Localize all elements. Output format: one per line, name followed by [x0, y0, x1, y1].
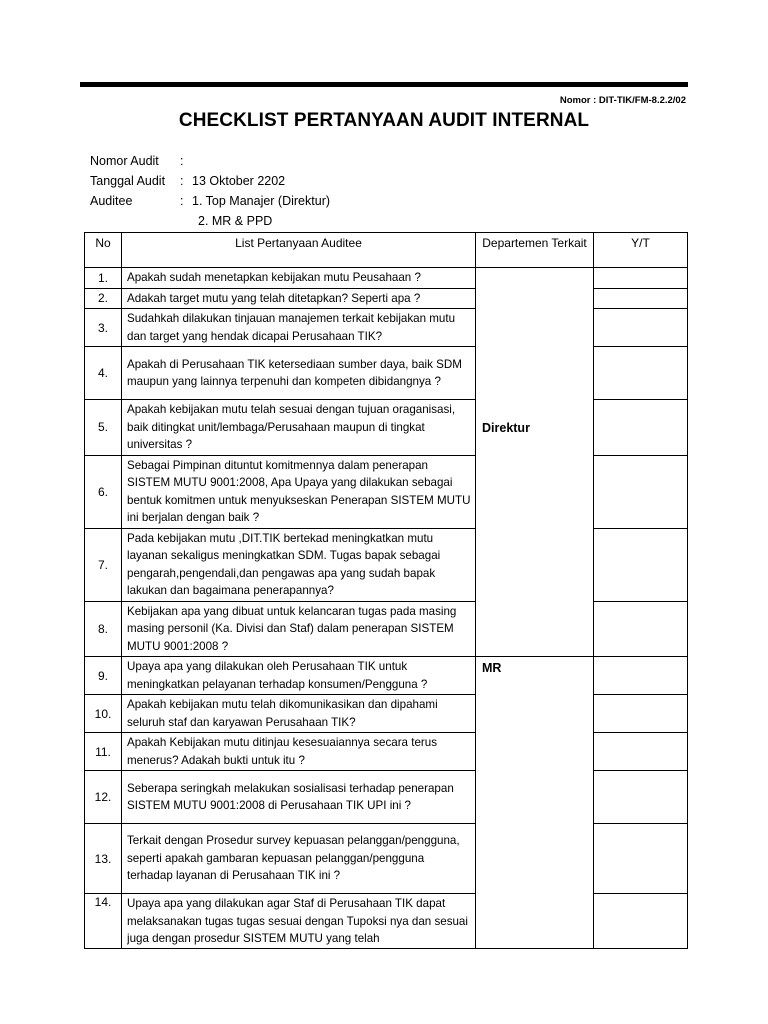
row-number: 13.: [85, 824, 122, 894]
question-text: Sudahkah dilakukan tinjauan manajemen terkait kebijakan mutu dan target yang hendak dicapai Perusahaan TIK?: [122, 309, 476, 347]
yt-cell[interactable]: [594, 528, 688, 601]
department-cell: [476, 268, 594, 657]
table-row: [85, 771, 688, 824]
header-no: No: [85, 233, 122, 268]
row-number: 1.: [85, 268, 122, 289]
info-row-auditee: [90, 191, 330, 211]
row-number: 2.: [85, 288, 122, 309]
row-number: 4.: [85, 347, 122, 400]
table-row: [85, 288, 688, 309]
table-row: [85, 455, 688, 528]
question-cell: [122, 894, 476, 949]
header-yt: Y/T: [594, 233, 688, 268]
row-number: 5.: [85, 400, 122, 456]
row-number: 9.: [85, 657, 122, 695]
header-department: Departemen Terkait: [476, 233, 594, 268]
header-question: List Pertanyaan Auditee: [122, 233, 476, 268]
row-number: 6.: [85, 455, 122, 528]
tanggal-audit-label: Tanggal Audit: [90, 174, 166, 188]
question-text: Pada kebijakan mutu ,DIT.TIK bertekad meningkatkan mutu layanan sekaligus meningkatkan SDM. Tugas bapak sebagai pengarah,pengendali,dan pengawas apa yang sudah bapak lakukan dan bagaimana penerapannya?: [122, 528, 476, 601]
table-row: [85, 347, 688, 400]
department-mr: MR: [482, 661, 502, 675]
info-row-auditee-2: [90, 211, 330, 231]
info-row-nomor-audit: [90, 151, 330, 171]
row-number: 3.: [85, 309, 122, 347]
question-text: Upaya apa yang dilakukan agar Staf di Perusahaan TIK dapat melaksanakan tugas tugas sesuai dengan Tupoksi nya dan sesuai juga dengan prosedur SISTEM MUTU yang telah: [127, 897, 468, 945]
auditee-value-2: 2. MR & PPD: [198, 214, 273, 228]
yt-cell[interactable]: [594, 288, 688, 309]
table-header-row: [85, 233, 688, 268]
table-row: [85, 601, 688, 657]
yt-cell[interactable]: [594, 309, 688, 347]
row-number: 7.: [85, 528, 122, 601]
yt-cell[interactable]: [594, 400, 688, 456]
yt-cell[interactable]: [594, 657, 688, 695]
department-direktur: Direktur: [482, 421, 530, 435]
question-text: Adakah target mutu yang telah ditetapkan? Seperti apa ?: [122, 288, 476, 309]
row-number: 8.: [85, 601, 122, 657]
yt-cell[interactable]: [594, 347, 688, 400]
question-text: Apakah di Perusahaan TIK ketersediaan sumber daya, baik SDM maupun yang lainnya terpenuhi dan kompeten dibidangnya ?: [122, 347, 476, 400]
header-rule: [80, 82, 688, 87]
auditee-value-1: 1. Top Manajer (Direktur): [192, 194, 331, 208]
table-row: [85, 528, 688, 601]
question-text: Sebagai Pimpinan dituntut komitmennya dalam penerapan SISTEM MUTU 9001:2008, Apa Upaya yang dilakukan sebagai bentuk komitmen untuk menyukseskan Penerapan SISTEM MUTU ini berjalan dengan baik ?: [122, 455, 476, 528]
row-number: 10.: [85, 695, 122, 733]
yt-cell[interactable]: [594, 601, 688, 657]
table-row: [85, 824, 688, 894]
table-row: [85, 733, 688, 771]
colon: :: [180, 194, 184, 208]
row-number: 14.: [85, 894, 122, 949]
row-number: 11.: [85, 733, 122, 771]
yt-cell[interactable]: [594, 733, 688, 771]
table-row: [85, 695, 688, 733]
auditee-label: Auditee: [90, 194, 133, 208]
yt-cell[interactable]: [594, 771, 688, 824]
yt-cell[interactable]: [594, 268, 688, 289]
row-number: 12.: [85, 771, 122, 824]
audit-info: [90, 151, 330, 231]
yt-cell[interactable]: [594, 695, 688, 733]
tanggal-audit-value: 13 Oktober 2202: [192, 174, 286, 188]
checklist-table: [84, 232, 688, 949]
table-row: [85, 657, 688, 695]
yt-cell[interactable]: [594, 824, 688, 894]
question-text: Kebijakan apa yang dibuat untuk kelancaran tugas pada masing masing personil (Ka. Divisi dan Staf) dalam penerapan SISTEM MUTU 9001:2008 ?: [122, 601, 476, 657]
yt-cell[interactable]: [594, 455, 688, 528]
colon: :: [180, 154, 184, 168]
yt-cell[interactable]: [594, 894, 688, 949]
info-row-tanggal-audit: [90, 171, 330, 191]
table-row: [85, 268, 688, 289]
nomor-audit-label: Nomor Audit: [90, 154, 159, 168]
question-text: Seberapa seringkah melakukan sosialisasi terhadap penerapan SISTEM MUTU 9001:2008 di Perusahaan TIK UPI ini ?: [122, 771, 476, 824]
page-title: CHECKLIST PERTANYAAN AUDIT INTERNAL: [178, 110, 590, 131]
colon: :: [180, 174, 184, 188]
table-row: [85, 894, 688, 949]
department-cell: [476, 657, 594, 949]
question-text: Apakah kebijakan mutu telah dikomunikasikan dan dipahami seluruh staf dan karyawan Perusahaan TIK?: [122, 695, 476, 733]
table-row: [85, 400, 688, 456]
question-text: Upaya apa yang dilakukan oleh Perusahaan TIK untuk meningkatkan pelayanan terhadap konsumen/Pengguna ?: [122, 657, 476, 695]
question-text: Apakah kebijakan mutu telah sesuai dengan tujuan oraganisasi, baik ditingkat unit/lembaga/Perusahaan maupun di tingkat universitas ?: [122, 400, 476, 456]
question-text: Apakah Kebijakan mutu ditinjau kesesuaiannya secara terus menerus? Adakah bukti untuk itu ?: [122, 733, 476, 771]
question-text: Terkait dengan Prosedur survey kepuasan pelanggan/pengguna, seperti apakah gambaran kepuasan pelanggan/pengguna terhadap layanan di Perusahaan TIK ini ?: [122, 824, 476, 894]
table-row: [85, 309, 688, 347]
document-number: Nomor : DIT-TIK/FM-8.2.2/02: [559, 95, 686, 106]
question-text: Apakah sudah menetapkan kebijakan mutu Peusahaan ?: [122, 268, 476, 289]
